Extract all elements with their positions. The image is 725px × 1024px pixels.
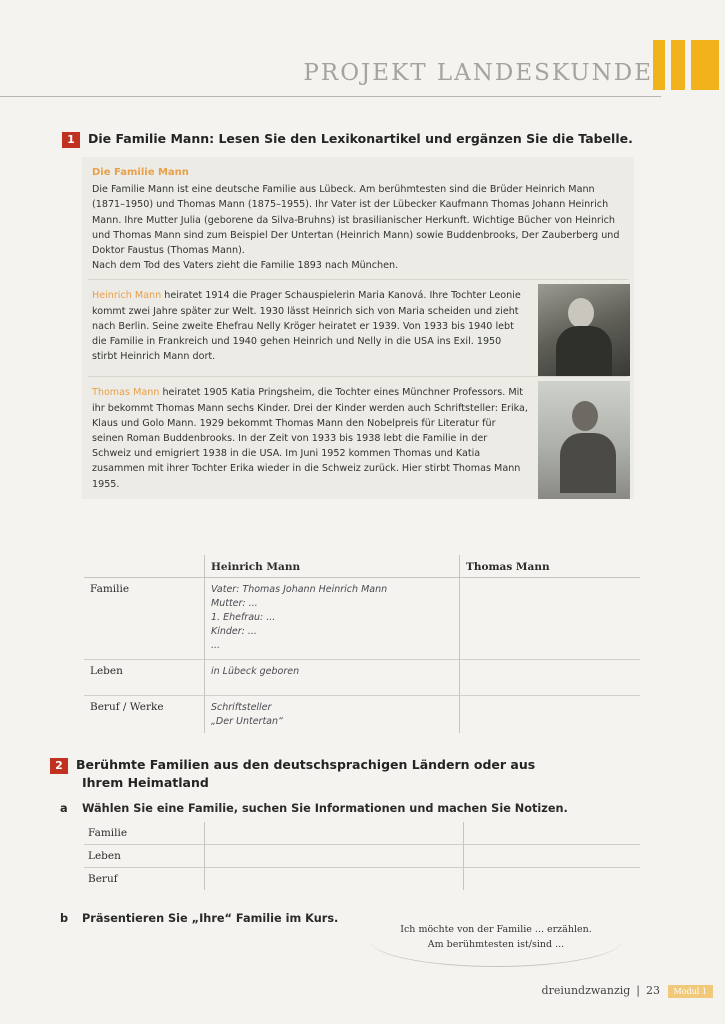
- family-mann-table: [84, 555, 640, 733]
- notes-cell[interactable]: [464, 822, 641, 845]
- thomas-name: Thomas Mann: [92, 387, 160, 399]
- handwritten-entry: in Lübeck geboren: [211, 666, 300, 677]
- thomas-leben-cell[interactable]: [460, 660, 641, 696]
- handwritten-entry: Mutter: ...: [211, 598, 258, 609]
- task-2b: [60, 912, 338, 925]
- thomas-text-block: [82, 377, 538, 499]
- subtask-letter: b: [60, 912, 69, 925]
- speech-line-2: Am berühmtesten ist/sind ...: [427, 939, 565, 950]
- table-row: [84, 845, 640, 868]
- notes-label-familie: Familie: [84, 822, 205, 845]
- heinrich-text: heiratet 1914 die Prager Schauspielerin Maria Kanová. Ihre Tochter Leonie kommt zwei Jahre später zur Welt. 1930 lässt Heinrich sich von Maria scheiden und zieht nach Berlin. Seine zweite Ehefrau Nelly Kröger heiratet er 1939. Von 1933 bis 1940 lebt die Familie in Frankreich und 1940 gehen Heinrich und Nelly in die USA ins Exil. 1950 stirbt Heinrich Mann dort.: [92, 290, 521, 363]
- task-number-badge: 1: [62, 132, 80, 148]
- thomas-beruf-cell[interactable]: [460, 696, 641, 734]
- page-title: PROJEKT LANDESKUNDE: [303, 60, 653, 86]
- notes-cell[interactable]: [205, 845, 464, 868]
- handwritten-entry: „Der Untertan“: [211, 716, 283, 727]
- handwritten-entry: Kinder: ...: [211, 626, 257, 637]
- subtask-letter: a: [60, 802, 68, 815]
- table-row: [84, 578, 640, 660]
- row-label-familie: Familie: [84, 578, 205, 660]
- accent-bar: [671, 40, 685, 90]
- notes-label-leben: Leben: [84, 845, 205, 868]
- thomas-section: [82, 377, 634, 499]
- heinrich-familie-cell[interactable]: [205, 578, 460, 660]
- handwritten-entry: 1. Ehefrau: ...: [211, 612, 276, 623]
- accent-bar: [691, 40, 719, 90]
- page-number: 23: [646, 984, 661, 997]
- notes-table: [84, 822, 640, 890]
- task-2a: [60, 802, 568, 815]
- handwritten-entry: Vater: Thomas Johann Heinrich Mann: [211, 584, 388, 595]
- page-footer: [542, 984, 713, 998]
- footer-separator: |: [636, 984, 641, 997]
- task-1-heading: [62, 130, 633, 148]
- page-header: [0, 40, 725, 110]
- thomas-text: heiratet 1905 Katia Pringsheim, die Tochter eines Münchner Professors. Mit ihr bekommt Thomas Mann sechs Kinder. Drei der Kinder werden auch Schriftsteller: Erika, Klaus und Golo Mann. 1929 bekommt Thomas Mann den Nobelpreis für Literatur für seinen Roman Buddenbrooks. In der Zeit von 1933 bis 1938 lebt die Familie in der Schweiz und emigriert 1938 in die USA. Im Juni 1952 kommen Thomas und Katia zusammen mit ihrer Tochter Erika wieder in die Schweiz zurück. Hier stirbt Thomas Mann 1955.: [92, 387, 528, 490]
- task-2-title-line2: Ihrem Heimatland: [82, 774, 209, 790]
- lexicon-article: [82, 157, 634, 499]
- task-1-instruction: Die Familie Mann: Lesen Sie den Lexikonartikel und ergänzen Sie die Tabelle.: [88, 131, 633, 146]
- notes-cell[interactable]: [205, 822, 464, 845]
- speech-line-1: Ich möchte von der Familie ... erzählen.: [400, 924, 592, 935]
- page-number-word: dreiundzwanzig: [541, 984, 631, 997]
- notes-label-beruf: Beruf: [88, 873, 118, 885]
- notes-cell[interactable]: [464, 845, 641, 868]
- article-intro: [82, 157, 634, 279]
- task-2b-instruction: Präsentieren Sie „Ihre“ Familie im Kurs.: [82, 912, 339, 925]
- article-intro-text: Die Familie Mann ist eine deutsche Familie aus Lübeck. Am berühmtesten sind die Brüder Heinrich Mann (1871–1950) und Thomas Mann (1875–1955). Ihr Vater ist der Lübecker Kaufmann Thomas Johann Heinrich Mann. Ihre Mutter Julia (geborene da Silva-Bruhns) ist brasilianischer Herkunft. Wichtige Bücher von Heinrich und Thomas Mann sind zum Beispiel Der Untertan (Heinrich Mann) sowie Buddenbrooks, Der Zauberberg und Doktor Faustus (Thomas Mann).: [92, 184, 620, 257]
- module-tag: Modul 1: [668, 985, 713, 998]
- thomas-mann-photo: [538, 381, 630, 499]
- article-intro-end: Nach dem Tod des Vaters zieht die Familie 1893 nach München.: [92, 260, 399, 272]
- header-rule: [0, 96, 661, 97]
- row-label-leben: Leben: [84, 660, 205, 696]
- heinrich-name: Heinrich Mann: [92, 290, 162, 302]
- task-2-title-line1: Berühmte Familien aus den deutschsprachigen Ländern oder aus: [76, 757, 536, 772]
- article-heading: Die Familie Mann: [92, 167, 189, 178]
- heinrich-beruf-cell[interactable]: [205, 696, 460, 734]
- handwritten-entry: Schriftsteller: [211, 702, 272, 713]
- heinrich-text-block: [82, 280, 538, 376]
- column-thomas: Thomas Mann: [460, 555, 641, 578]
- table-row: [84, 660, 640, 696]
- table-row: [84, 868, 640, 891]
- heinrich-section: [82, 280, 634, 376]
- task-2a-instruction: Wählen Sie eine Familie, suchen Sie Informationen und machen Sie Notizen.: [82, 802, 568, 815]
- heinrich-leben-cell[interactable]: [205, 660, 460, 696]
- notes-cell[interactable]: [205, 868, 464, 891]
- task-number-badge: 2: [50, 758, 68, 774]
- thomas-familie-cell[interactable]: [460, 578, 641, 660]
- table-row: [84, 822, 640, 845]
- table-row: [84, 696, 640, 734]
- row-label-beruf: Beruf / Werke: [90, 701, 164, 713]
- column-heinrich: Heinrich Mann: [205, 555, 460, 578]
- notes-cell[interactable]: [464, 868, 641, 891]
- handwritten-entry: ...: [211, 640, 221, 651]
- accent-bar: [653, 40, 665, 90]
- task-2-heading: [50, 756, 535, 791]
- speech-bubble: [370, 914, 622, 967]
- heinrich-mann-photo: [538, 284, 630, 376]
- table-corner: [84, 555, 205, 578]
